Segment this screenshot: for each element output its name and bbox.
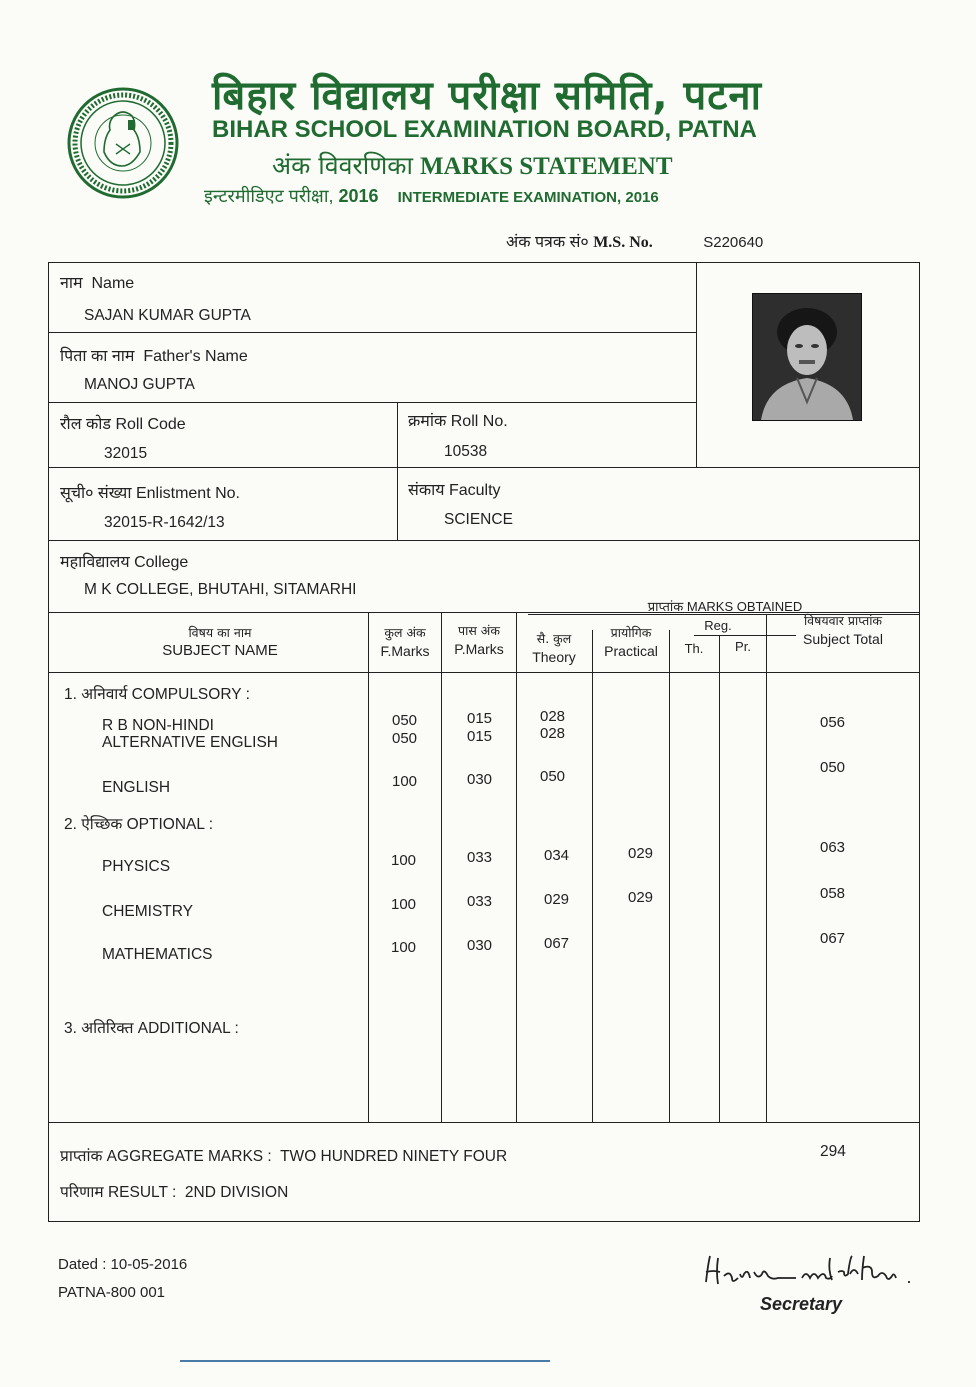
theory: 028 bbox=[540, 708, 566, 725]
board-name-hindi: बिहार विद्यालय परीक्षा समिति, पटना bbox=[212, 73, 762, 119]
fmarks: 100 bbox=[391, 852, 417, 869]
subject-total: 058 bbox=[820, 885, 846, 902]
roll-code-label bbox=[60, 412, 186, 434]
exam-title bbox=[204, 184, 659, 208]
roll-no-label-english: Roll No. bbox=[450, 413, 508, 430]
column-divider bbox=[441, 612, 442, 1122]
subject-name: ENGLISH bbox=[102, 779, 171, 796]
divider bbox=[48, 540, 920, 541]
ms-number bbox=[506, 230, 763, 252]
theory: 029 bbox=[544, 891, 570, 908]
statement-title-hindi: अंक विवरणिका bbox=[272, 151, 413, 180]
name-label-english: Name bbox=[91, 275, 135, 292]
college-name: M K COLLEGE, BHUTAHI, SITAMARHI bbox=[84, 581, 357, 598]
ms-no-label-hindi: अंक पत्रक सं० bbox=[506, 234, 589, 251]
subject-name: PHYSICS bbox=[102, 858, 171, 875]
divider bbox=[48, 672, 920, 673]
student-photo bbox=[752, 293, 862, 421]
col-header-theory-english: Theory bbox=[532, 649, 576, 665]
subject-total: 050 bbox=[820, 759, 846, 776]
pmarks: 030 bbox=[467, 771, 493, 788]
statement-title-english: MARKS STATEMENT bbox=[419, 153, 673, 180]
fmarks: 100 bbox=[392, 773, 418, 790]
fmarks: 050 bbox=[392, 730, 418, 747]
signature bbox=[702, 1252, 922, 1298]
pmarks: 033 bbox=[467, 893, 493, 910]
college-label bbox=[60, 550, 188, 572]
college-label-english: College bbox=[134, 554, 189, 571]
col-header-reg-pr: Pr. bbox=[735, 639, 751, 654]
col-header-reg-th: Th. bbox=[684, 641, 704, 656]
col-header-theory bbox=[518, 630, 590, 666]
col-header-practical bbox=[594, 624, 668, 660]
col-header-fmarks bbox=[370, 624, 440, 660]
fmarks: 100 bbox=[391, 896, 417, 913]
faculty-label-hindi: संकाय bbox=[408, 482, 445, 499]
column-divider bbox=[592, 630, 593, 1122]
faculty-label bbox=[408, 478, 501, 500]
name-label bbox=[60, 271, 134, 293]
col-header-subject-hindi: विषय का नाम bbox=[188, 625, 252, 640]
column-divider bbox=[516, 612, 517, 1122]
col-header-total-english: Subject Total bbox=[803, 631, 883, 647]
col-header-pmarks bbox=[443, 622, 515, 658]
col-header-pmarks-english: P.Marks bbox=[454, 641, 504, 657]
pmarks: 015 bbox=[467, 710, 493, 727]
theory: 067 bbox=[544, 935, 570, 952]
student-name: SAJAN KUMAR GUPTA bbox=[84, 307, 251, 324]
col-header-practical-hindi: प्रायोगिक bbox=[610, 625, 652, 640]
exam-year: 2016 bbox=[338, 186, 379, 206]
theory: 034 bbox=[544, 847, 570, 864]
roll-no: 10538 bbox=[444, 443, 488, 460]
roll-no-label-hindi: क्रमांक bbox=[408, 413, 447, 430]
col-header-reg: Reg. bbox=[704, 618, 732, 633]
enlistment-label-english: Enlistment No. bbox=[135, 485, 240, 502]
divider bbox=[48, 1122, 920, 1123]
section-compulsory: 1. अनिवार्य COMPULSORY : bbox=[64, 686, 250, 703]
exam-title-hindi: इन्टरमीडिएट परीक्षा, bbox=[204, 186, 334, 206]
result-label: परिणाम RESULT : bbox=[60, 1184, 177, 1201]
theory: 050 bbox=[540, 768, 566, 785]
fmarks: 050 bbox=[392, 712, 418, 729]
father-label-english: Father's Name bbox=[143, 348, 248, 365]
theory: 028 bbox=[540, 725, 566, 742]
column-divider bbox=[669, 630, 670, 1122]
column-divider bbox=[766, 614, 767, 1122]
signatory-title: Secretary bbox=[760, 1294, 843, 1314]
col-header-fmarks-english: F.Marks bbox=[380, 643, 430, 659]
subject-name: R B NON-HINDI bbox=[102, 717, 214, 734]
divider bbox=[48, 467, 920, 468]
subject-total: 056 bbox=[820, 714, 846, 731]
ms-no-value: S220640 bbox=[703, 234, 764, 251]
section-optional: 2. ऐच्छिक OPTIONAL : bbox=[64, 816, 214, 833]
pmarks: 030 bbox=[467, 937, 493, 954]
roll-code-label-english: Roll Code bbox=[115, 416, 186, 433]
col-header-subject-total bbox=[768, 612, 918, 648]
dated-label: Dated : bbox=[58, 1256, 107, 1273]
roll-no-label bbox=[408, 409, 508, 431]
father-name-label bbox=[60, 344, 248, 366]
col-header-fmarks-hindi: कुल अंक bbox=[384, 625, 426, 640]
section-additional: 3. अतिरिक्त ADDITIONAL : bbox=[64, 1020, 239, 1037]
col-header-total-hindi: विषयवार प्राप्तांक bbox=[803, 613, 883, 628]
enlistment-label-hindi: सूची० संख्या bbox=[60, 485, 132, 502]
exam-title-english: INTERMEDIATE EXAMINATION, 2016 bbox=[397, 189, 659, 206]
divider bbox=[696, 262, 697, 467]
result-value: 2ND DIVISION bbox=[184, 1184, 289, 1201]
father-label-hindi: पिता का नाम bbox=[60, 348, 135, 365]
statement-title bbox=[272, 148, 673, 182]
subject-name: MATHEMATICS bbox=[102, 946, 213, 963]
aggregate-marks bbox=[60, 1144, 507, 1166]
roll-code-label-hindi: रौल कोड bbox=[60, 416, 111, 433]
dated-value: 10-05-2016 bbox=[110, 1256, 188, 1273]
divider bbox=[48, 332, 696, 333]
father-name: MANOJ GUPTA bbox=[84, 376, 195, 393]
subject-name: CHEMISTRY bbox=[102, 903, 194, 920]
divider bbox=[397, 402, 398, 540]
col-header-theory-hindi: सै. कुल bbox=[536, 631, 572, 646]
col-header-subject bbox=[100, 624, 340, 660]
subject-total: 063 bbox=[820, 839, 846, 856]
enlistment-label bbox=[60, 481, 240, 503]
practical: 029 bbox=[628, 845, 654, 862]
faculty: SCIENCE bbox=[444, 511, 513, 528]
subject-total: 067 bbox=[820, 930, 846, 947]
board-seal-icon bbox=[66, 86, 180, 200]
col-header-pmarks-hindi: पास अंक bbox=[458, 623, 500, 638]
col-header-practical-english: Practical bbox=[604, 643, 658, 659]
board-name-english: BIHAR SCHOOL EXAMINATION BOARD, PATNA bbox=[212, 116, 757, 143]
pmarks: 015 bbox=[467, 728, 493, 745]
address: PATNA-800 001 bbox=[58, 1284, 165, 1301]
aggregate-value: 294 bbox=[820, 1143, 846, 1160]
col-header-subject-english: SUBJECT NAME bbox=[162, 642, 278, 659]
subject-name: ALTERNATIVE ENGLISH bbox=[102, 734, 278, 751]
faculty-label-english: Faculty bbox=[448, 482, 501, 499]
result bbox=[60, 1180, 288, 1202]
aggregate-label: प्राप्तांक AGGREGATE MARKS : bbox=[60, 1148, 272, 1165]
practical: 029 bbox=[628, 889, 654, 906]
aggregate-words: TWO HUNDRED NINETY FOUR bbox=[280, 1148, 508, 1165]
pmarks: 033 bbox=[467, 849, 493, 866]
fmarks: 100 bbox=[391, 939, 417, 956]
col-header-marks-obtained: प्राप्तांक MARKS OBTAINED bbox=[647, 599, 803, 614]
college-label-hindi: महाविद्यालय bbox=[60, 554, 130, 571]
dated bbox=[58, 1256, 187, 1273]
ms-no-label-english: M.S. No. bbox=[593, 234, 653, 251]
bottom-rule bbox=[180, 1360, 550, 1362]
column-divider bbox=[368, 612, 369, 1122]
column-divider bbox=[719, 636, 720, 1122]
enlistment-no: 32015-R-1642/13 bbox=[104, 514, 225, 531]
name-label-hindi: नाम bbox=[60, 275, 83, 292]
roll-code: 32015 bbox=[104, 445, 148, 462]
divider bbox=[48, 402, 696, 403]
